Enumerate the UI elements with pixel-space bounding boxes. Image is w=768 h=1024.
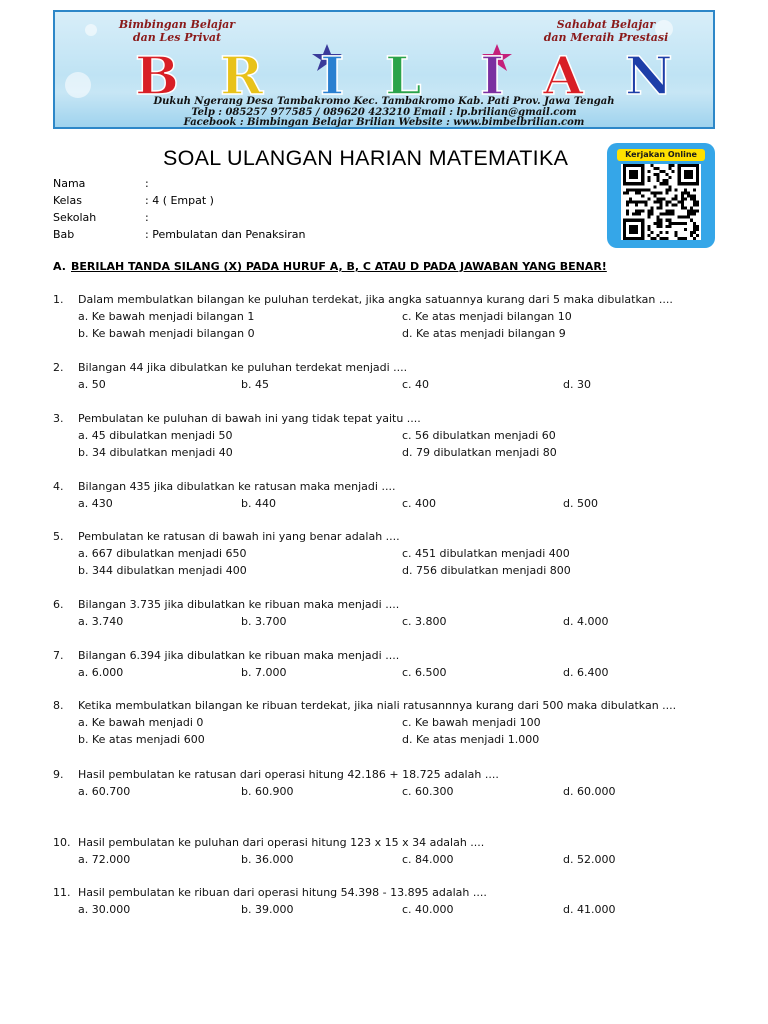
tagline-line: dan Meraih Prestasi: [543, 31, 669, 44]
answer-option[interactable]: a. Ke bawah menjadi 0: [78, 716, 204, 729]
question-text: Hasil pembulatan ke ratusan dari operasi hitung 42.186 + 18.725 adalah ....: [78, 768, 499, 781]
question-number: 2.: [53, 361, 64, 374]
answer-option[interactable]: a. 60.700: [78, 785, 131, 798]
answer-option[interactable]: a. 72.000: [78, 853, 131, 866]
answer-option[interactable]: c. 84.000: [402, 853, 454, 866]
question-text: Hasil pembulatan ke puluhan dari operasi hitung 123 x 15 x 34 adalah ....: [78, 836, 485, 849]
answer-option[interactable]: a. 45 dibulatkan menjadi 50: [78, 429, 233, 442]
answer-option[interactable]: d. 500: [563, 497, 598, 510]
brand-logo: [95, 42, 695, 98]
instruction-text: BERILAH TANDA SILANG (X) PADA HURUF A, B, C ATAU D PADA JAWABAN YANG BENAR!: [71, 260, 607, 273]
answer-option[interactable]: a. 30.000: [78, 903, 131, 916]
question-number: 10.: [53, 836, 71, 849]
answer-option[interactable]: a. 3.740: [78, 615, 124, 628]
answer-option[interactable]: b. 36.000: [241, 853, 294, 866]
answer-option[interactable]: b. 45: [241, 378, 269, 391]
banner-right-tagline: [531, 18, 681, 44]
banner-address: Dukuh Ngerang Desa Tambakromo Kec. Tambakromo Kab. Pati Prov. Jawa Tengah: [153, 96, 615, 107]
answer-option[interactable]: b. 34 dibulatkan menjadi 40: [78, 446, 233, 459]
qr-code-icon[interactable]: [621, 164, 701, 240]
answer-option[interactable]: d. 4.000: [563, 615, 609, 628]
question-number: 8.: [53, 699, 64, 712]
tagline-line: Bimbingan Belajar: [118, 18, 236, 31]
answer-option[interactable]: c. 60.300: [402, 785, 454, 798]
answer-option[interactable]: a. Ke bawah menjadi bilangan 1: [78, 310, 255, 323]
header-banner: [53, 10, 715, 129]
qr-label[interactable]: Kerjakan Online: [617, 149, 705, 161]
question-number: 1.: [53, 293, 64, 306]
section-letter: A.: [53, 260, 66, 273]
page-title: SOAL ULANGAN HARIAN MATEMATIKA: [163, 146, 569, 170]
answer-option[interactable]: a. 667 dibulatkan menjadi 650: [78, 547, 247, 560]
answer-option[interactable]: d. 79 dibulatkan menjadi 80: [402, 446, 557, 459]
info-label: Bab: [53, 228, 75, 241]
brand-letter: L: [385, 46, 422, 98]
info-value: : 4 ( Empat ): [145, 194, 214, 207]
info-value: :: [145, 177, 149, 190]
question-number: 7.: [53, 649, 64, 662]
question-number: 3.: [53, 412, 64, 425]
answer-option[interactable]: b. 7.000: [241, 666, 287, 679]
answer-option[interactable]: a. 50: [78, 378, 106, 391]
answer-option[interactable]: c. 56 dibulatkan menjadi 60: [402, 429, 556, 442]
question-text: Pembulatan ke ratusan di bawah ini yang benar adalah ....: [78, 530, 400, 543]
answer-option[interactable]: b. 440: [241, 497, 276, 510]
question-text: Bilangan 44 jika dibulatkan ke puluhan terdekat menjadi ....: [78, 361, 408, 374]
banner-social: Facebook : Bimbingan Belajar Brilian Website : www.bimbelbrilian.com: [183, 117, 585, 128]
answer-option[interactable]: d. 756 dibulatkan menjadi 800: [402, 564, 571, 577]
answer-option[interactable]: c. 451 dibulatkan menjadi 400: [402, 547, 570, 560]
question-number: 5.: [53, 530, 64, 543]
answer-option[interactable]: d. 52.000: [563, 853, 616, 866]
question-text: Bilangan 6.394 jika dibulatkan ke ribuan maka menjadi ....: [78, 649, 400, 662]
answer-option[interactable]: b. Ke bawah menjadi bilangan 0: [78, 327, 255, 340]
section-instruction: [53, 260, 607, 273]
question-text: Hasil pembulatan ke ribuan dari operasi hitung 54.398 - 13.895 adalah ....: [78, 886, 487, 899]
online-qr-box[interactable]: [607, 143, 715, 248]
tagline-line: Sahabat Belajar: [556, 18, 656, 31]
brand-letter: I: [480, 46, 505, 98]
brand-letter: A: [543, 46, 584, 98]
answer-option[interactable]: b. 344 dibulatkan menjadi 400: [78, 564, 247, 577]
info-value: : Pembulatan dan Penaksiran: [145, 228, 306, 241]
answer-option[interactable]: c. 6.500: [402, 666, 447, 679]
question-text: Pembulatan ke puluhan di bawah ini yang tidak tepat yaitu ....: [78, 412, 421, 425]
answer-option[interactable]: d. Ke atas menjadi bilangan 9: [402, 327, 566, 340]
answer-option[interactable]: d. 30: [563, 378, 591, 391]
question-number: 11.: [53, 886, 71, 899]
tagline-line: dan Les Privat: [132, 31, 222, 44]
answer-option[interactable]: d. 41.000: [563, 903, 616, 916]
question-text: Ketika membulatkan bilangan ke ribuan terdekat, jika niali ratusannnya kurang dari 500 maka dibulatkan ....: [78, 699, 677, 712]
answer-option[interactable]: c. 3.800: [402, 615, 447, 628]
info-value: :: [145, 211, 149, 224]
question-text: Dalam membulatkan bilangan ke puluhan terdekat, jika angka satuannya kurang dari 5 maka dibulatkan ....: [78, 293, 673, 306]
brand-letter: B: [135, 46, 179, 98]
answer-option[interactable]: a. 430: [78, 497, 113, 510]
answer-option[interactable]: b. 39.000: [241, 903, 294, 916]
question-number: 6.: [53, 598, 64, 611]
answer-option[interactable]: d. 60.000: [563, 785, 616, 798]
brand-letter: R: [220, 46, 264, 98]
answer-option[interactable]: d. 6.400: [563, 666, 609, 679]
info-label: Sekolah: [53, 211, 97, 224]
info-label: Nama: [53, 177, 86, 190]
question-number: 9.: [53, 768, 64, 781]
answer-option[interactable]: c. Ke atas menjadi bilangan 10: [402, 310, 572, 323]
answer-option[interactable]: c. Ke bawah menjadi 100: [402, 716, 541, 729]
decorative-bubble: [65, 72, 91, 98]
answer-option[interactable]: c. 40.000: [402, 903, 454, 916]
answer-option[interactable]: c. 400: [402, 497, 437, 510]
answer-option[interactable]: a. 6.000: [78, 666, 124, 679]
question-text: Bilangan 435 jika dibulatkan ke ratusan maka menjadi ....: [78, 480, 396, 493]
answer-option[interactable]: b. 60.900: [241, 785, 294, 798]
banner-left-tagline: [107, 18, 247, 44]
decorative-bubble: [85, 24, 97, 36]
answer-option[interactable]: b. Ke atas menjadi 600: [78, 733, 205, 746]
answer-option[interactable]: b. 3.700: [241, 615, 287, 628]
banner-contact: Telp : 085257 977585 / 089620 423210 Email : lp.brilian@gmail.com: [191, 107, 577, 118]
answer-option[interactable]: c. 40: [402, 378, 430, 391]
question-text: Bilangan 3.735 jika dibulatkan ke ribuan maka menjadi ....: [78, 598, 400, 611]
brand-letter: N: [625, 46, 673, 98]
info-label: Kelas: [53, 194, 82, 207]
answer-option[interactable]: d. Ke atas menjadi 1.000: [402, 733, 540, 746]
question-number: 4.: [53, 480, 64, 493]
brand-letter: I: [320, 46, 345, 98]
